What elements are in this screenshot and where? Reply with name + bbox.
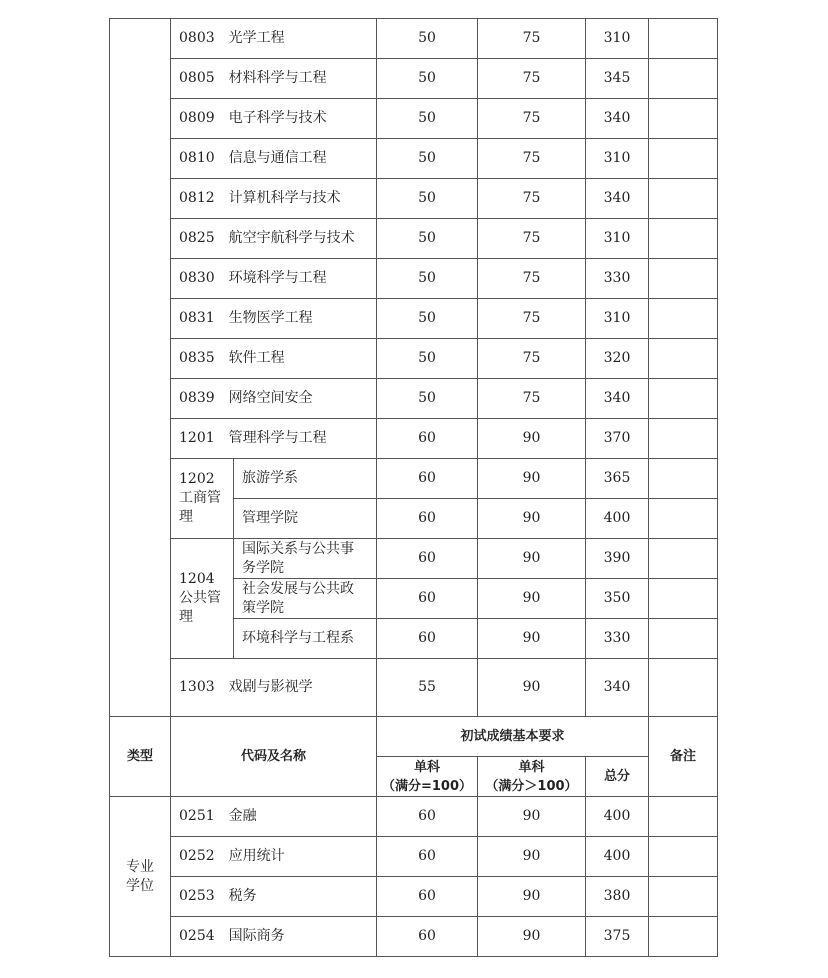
remarks-cell (649, 259, 717, 298)
grid-line (170, 178, 718, 179)
header-single-over100: 单科 （满分＞100） (485, 759, 578, 794)
grid-line (170, 378, 718, 379)
header-type: 类型 (126, 749, 153, 764)
remarks-cell (649, 339, 717, 378)
total-score: 400 (603, 848, 631, 864)
grid-line (109, 18, 110, 957)
remarks-cell (649, 499, 717, 538)
grid-line (109, 956, 718, 957)
header-total: 总分 (603, 769, 630, 784)
grid-line (170, 418, 718, 419)
total-score: 310 (603, 150, 631, 166)
grid-line (170, 836, 718, 837)
single-100-score: 50 (418, 30, 436, 46)
grid-line (170, 258, 718, 259)
single-over100-score: 75 (522, 150, 541, 166)
total-score: 380 (603, 888, 631, 904)
single-100-score: 60 (418, 430, 436, 446)
major-code-name: 0803 光学工程 (179, 30, 285, 46)
remarks-cell (649, 59, 717, 98)
grid-line (109, 18, 718, 19)
single-over100-score: 75 (522, 110, 541, 126)
single-100-score: 60 (418, 550, 436, 566)
grid-line (585, 756, 586, 957)
grid-line (170, 876, 718, 877)
major-code-name: 0812 计算机科学与技术 (179, 190, 341, 206)
grid-line (233, 498, 718, 499)
single-100-score: 50 (418, 230, 436, 246)
major-code-name: 0254 国际商务 (179, 928, 285, 944)
total-score: 400 (603, 510, 631, 526)
single-over100-score: 75 (522, 350, 541, 366)
total-score: 310 (603, 230, 631, 246)
single-over100-score: 75 (522, 310, 541, 326)
single-100-score: 50 (418, 70, 436, 86)
major-code-name: 0805 材料科学与工程 (179, 70, 327, 86)
remarks-cell (649, 139, 717, 178)
major-code-name: 0251 金融 (179, 808, 257, 824)
major-code-name: 1303 戏剧与影视学 (179, 679, 313, 695)
single-over100-score: 90 (522, 679, 541, 695)
single-over100-score: 90 (522, 510, 541, 526)
single-100-score: 60 (418, 630, 436, 646)
remarks-cell (649, 99, 717, 138)
single-over100-score: 90 (522, 430, 541, 446)
grid-line (170, 538, 718, 539)
single-100-score: 60 (418, 470, 436, 486)
single-100-score: 60 (418, 848, 436, 864)
sub-department: 社会发展与公共政 策学院 (242, 580, 354, 616)
remarks-cell (649, 619, 717, 658)
total-score: 390 (603, 550, 631, 566)
grid-line (233, 578, 718, 579)
sub-department: 旅游学系 (242, 470, 298, 486)
single-over100-score: 75 (522, 190, 541, 206)
single-100-score: 60 (418, 808, 436, 824)
grid-line (170, 458, 718, 459)
grid-line (170, 916, 718, 917)
total-score: 310 (603, 30, 631, 46)
single-over100-score: 75 (522, 70, 541, 86)
total-score: 345 (603, 70, 631, 86)
grid-line (585, 18, 586, 717)
header-remarks: 备注 (669, 749, 696, 764)
total-score: 340 (603, 679, 631, 695)
total-score: 310 (603, 310, 631, 326)
single-100-score: 60 (418, 888, 436, 904)
major-code-name: 0252 应用统计 (179, 848, 285, 864)
remarks-cell (649, 877, 717, 916)
major-code-name: 0831 生物医学工程 (179, 310, 313, 326)
single-over100-score: 90 (522, 888, 541, 904)
grid-line (109, 796, 718, 797)
grid-line (477, 18, 478, 717)
total-score: 330 (603, 630, 631, 646)
group-label-1202: 1202 工商管 理 (179, 471, 221, 525)
single-100-score: 55 (418, 679, 436, 695)
single-over100-score: 90 (522, 808, 541, 824)
total-score: 375 (603, 928, 631, 944)
sub-department: 环境科学与工程系 (242, 630, 354, 646)
remarks-cell (649, 837, 717, 876)
total-score: 330 (603, 270, 631, 286)
single-100-score: 60 (418, 510, 436, 526)
major-code-name: 0835 软件工程 (179, 350, 285, 366)
group-label-1204: 1204 公共管 理 (179, 571, 221, 625)
grid-line (170, 138, 718, 139)
type-professional: 专业 学位 (126, 858, 154, 894)
grid-line (170, 18, 171, 957)
sub-department: 管理学院 (242, 510, 298, 526)
grid-line (170, 658, 718, 659)
grid-line (109, 716, 718, 717)
remarks-cell (649, 917, 717, 956)
single-100-score: 50 (418, 270, 436, 286)
grid-line (376, 18, 377, 957)
remarks-cell (649, 659, 717, 716)
total-score: 400 (603, 808, 631, 824)
major-code-name: 0839 网络空间安全 (179, 390, 313, 406)
remarks-cell (649, 419, 717, 458)
total-score: 320 (603, 350, 631, 366)
header-single-100: 单科 （满分=100） (381, 759, 473, 794)
remarks-cell (649, 379, 717, 418)
remarks-cell (649, 797, 717, 836)
grid-line (233, 618, 718, 619)
total-score: 340 (603, 390, 631, 406)
major-code-name: 0253 税务 (179, 888, 257, 904)
major-code-name: 0810 信息与通信工程 (179, 150, 327, 166)
total-score: 350 (603, 590, 631, 606)
single-100-score: 50 (418, 150, 436, 166)
single-over100-score: 75 (522, 30, 541, 46)
single-100-score: 50 (418, 190, 436, 206)
total-score: 370 (603, 430, 631, 446)
single-over100-score: 75 (522, 230, 541, 246)
single-100-score: 60 (418, 928, 436, 944)
single-over100-score: 75 (522, 390, 541, 406)
grid-line (376, 756, 649, 757)
remarks-cell (649, 179, 717, 218)
major-code-name: 0825 航空宇航科学与技术 (179, 230, 355, 246)
grid-line (170, 338, 718, 339)
remarks-cell (649, 579, 717, 618)
grid-line (477, 756, 478, 957)
single-100-score: 50 (418, 390, 436, 406)
total-score: 340 (603, 190, 631, 206)
header-prelim: 初试成绩基本要求 (460, 729, 565, 744)
grid-line (648, 18, 649, 957)
grid-line (233, 458, 234, 659)
grid-line (170, 298, 718, 299)
single-100-score: 50 (418, 310, 436, 326)
total-score: 340 (603, 110, 631, 126)
single-over100-score: 75 (522, 270, 541, 286)
remarks-cell (649, 219, 717, 258)
major-code-name: 0809 电子科学与技术 (179, 110, 327, 126)
grid-line (170, 58, 718, 59)
header-code-name: 代码及名称 (240, 749, 306, 764)
single-over100-score: 90 (522, 470, 541, 486)
remarks-cell (649, 539, 717, 578)
total-score: 365 (603, 470, 631, 486)
remarks-cell (649, 459, 717, 498)
grid-line (170, 98, 718, 99)
single-100-score: 50 (418, 350, 436, 366)
single-over100-score: 90 (522, 550, 541, 566)
single-over100-score: 90 (522, 590, 541, 606)
remarks-cell (649, 19, 717, 58)
remarks-cell (649, 299, 717, 338)
grid-line (170, 218, 718, 219)
major-code-name: 0830 环境科学与工程 (179, 270, 327, 286)
sub-department: 国际关系与公共事 务学院 (242, 540, 354, 576)
single-over100-score: 90 (522, 630, 541, 646)
single-100-score: 60 (418, 590, 436, 606)
grid-line (717, 18, 718, 957)
major-code-name: 1201 管理科学与工程 (179, 430, 327, 446)
single-over100-score: 90 (522, 928, 541, 944)
single-100-score: 50 (418, 110, 436, 126)
single-over100-score: 90 (522, 848, 541, 864)
